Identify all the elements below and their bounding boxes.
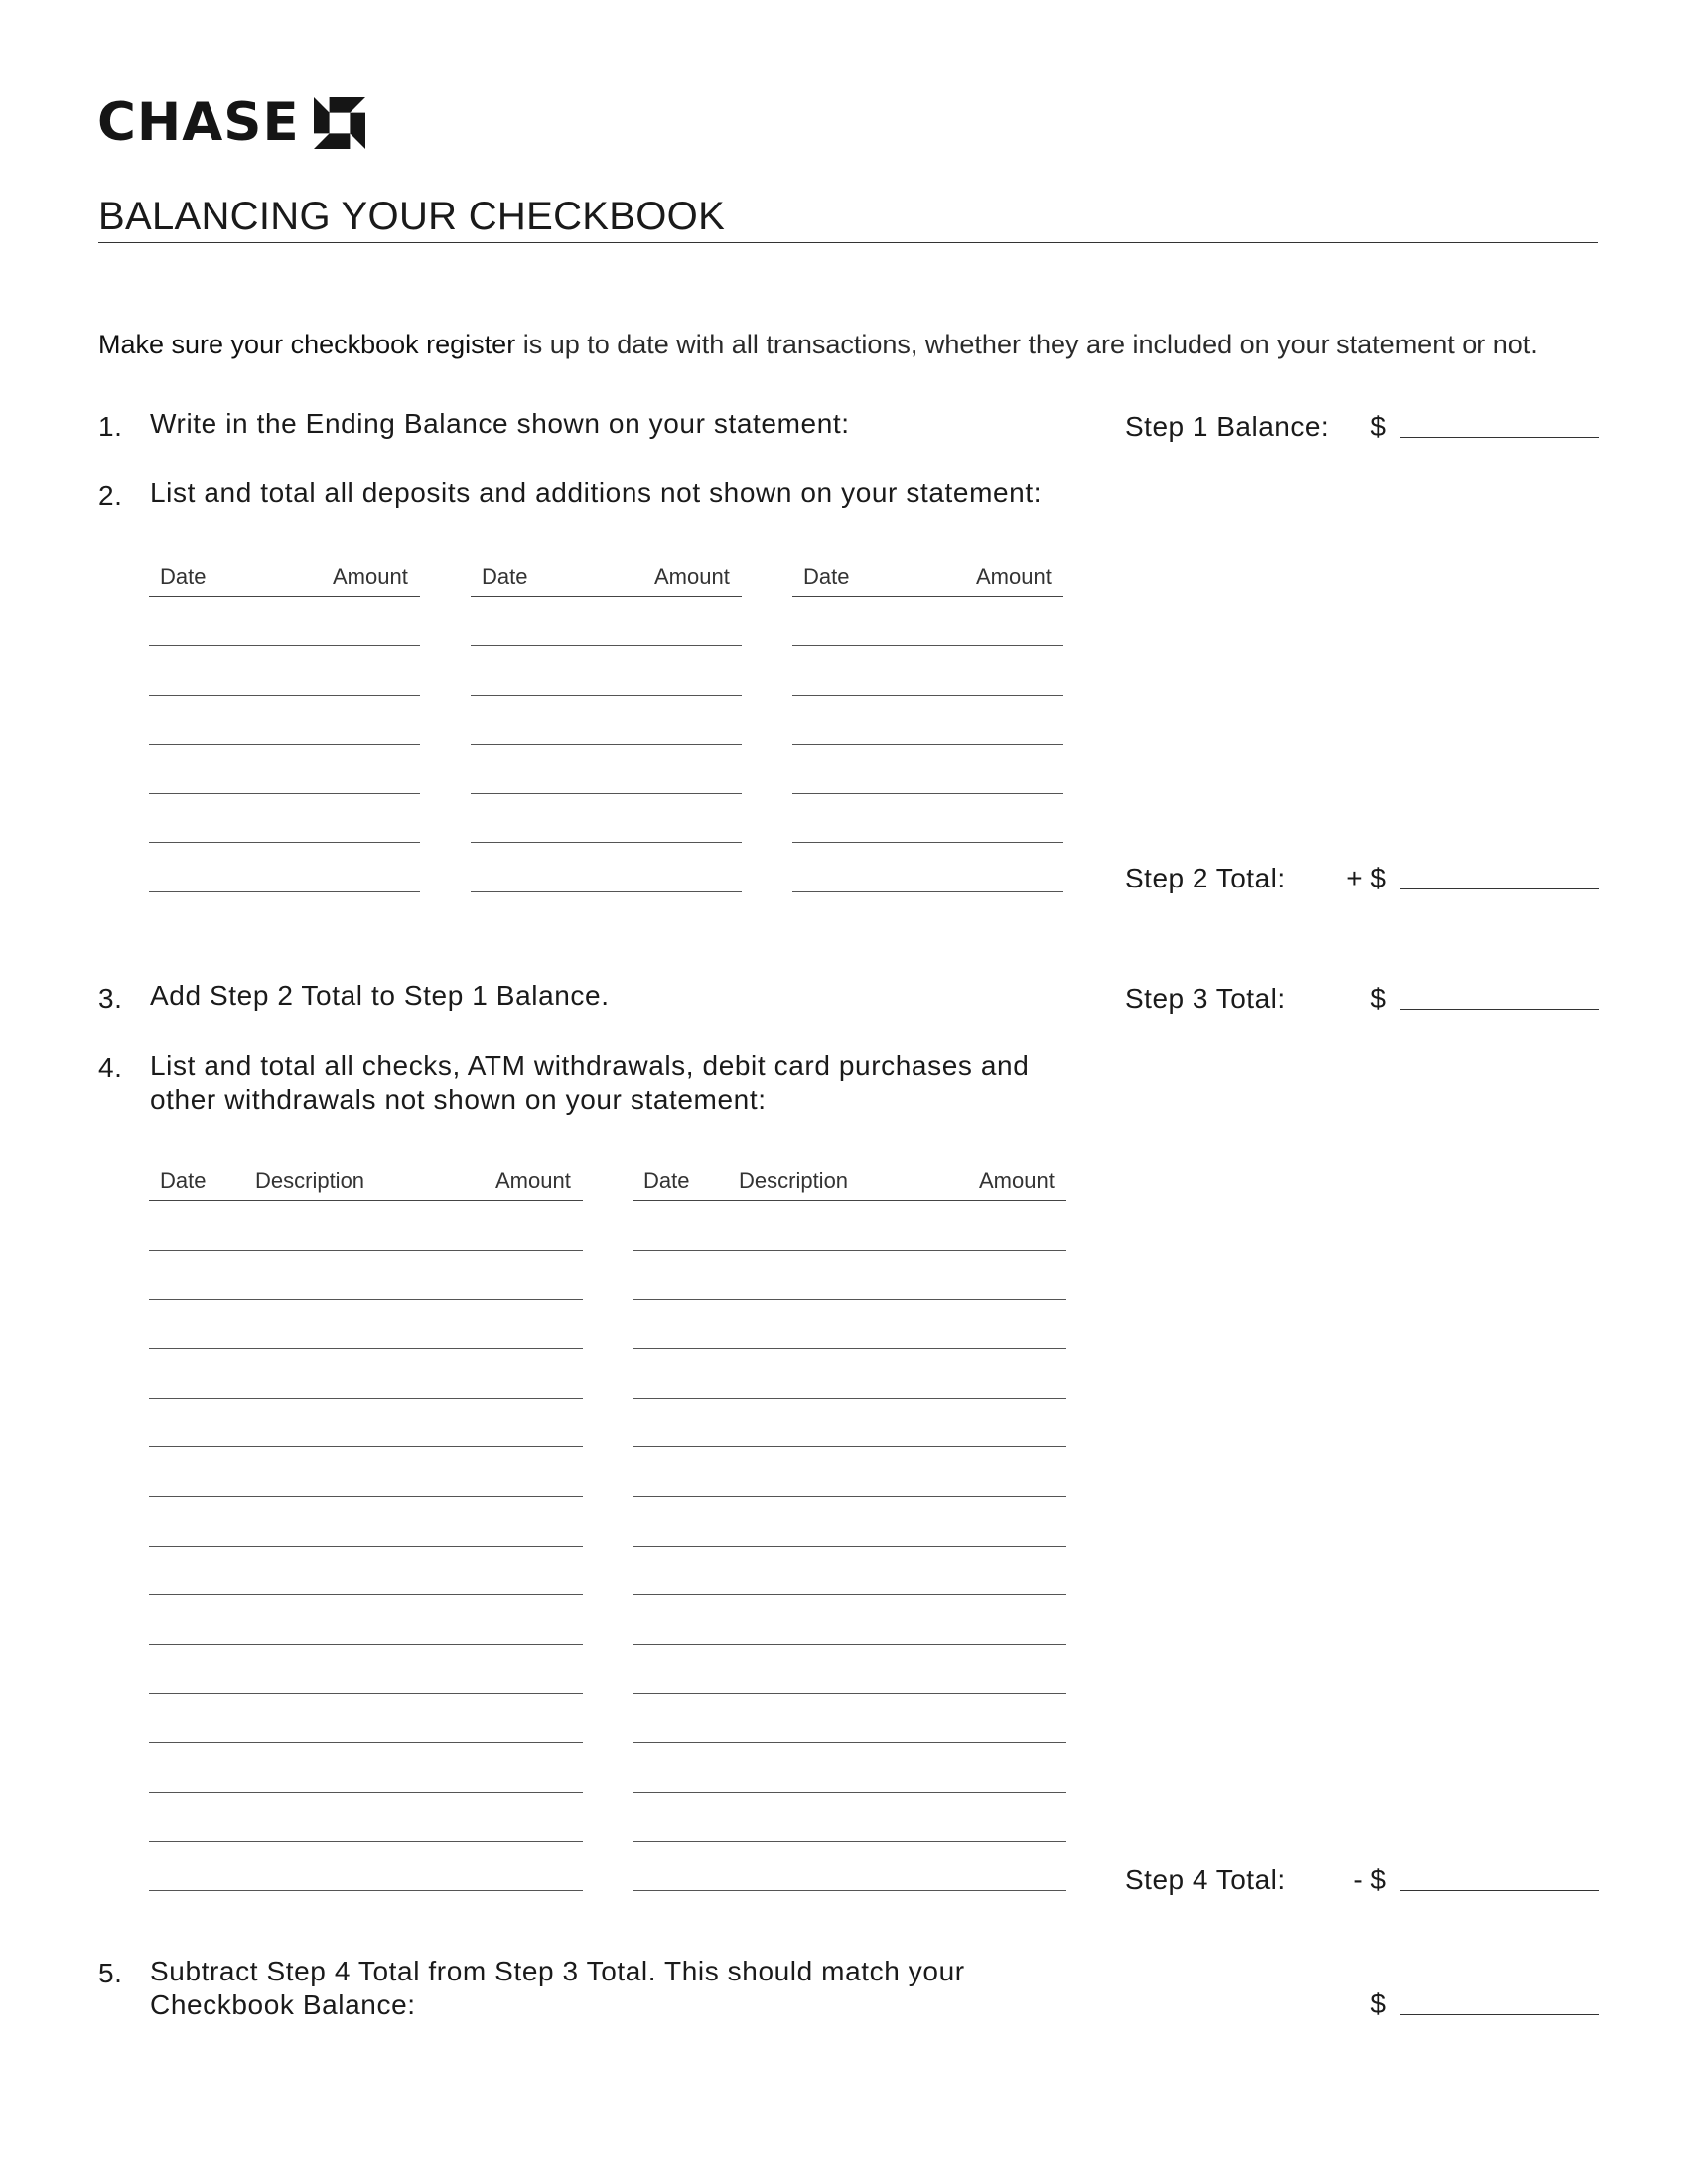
deposit-col-3-header-rule: [792, 596, 1063, 597]
withdrawal-col-1-entry-line[interactable]: [149, 1693, 583, 1694]
intro-rest: is up to date with all transactions, whether they are included on your statement or not.: [515, 330, 1538, 359]
withdrawal-col-2-entry-line[interactable]: [633, 1792, 1066, 1793]
step-3-number: 3.: [98, 983, 123, 1014]
deposit-col-3-entry-line[interactable]: [792, 744, 1063, 745]
step-4-label: Step 4 Total:: [1125, 1864, 1286, 1895]
deposit-col-2-entry-line[interactable]: [471, 842, 742, 843]
withdrawal-col-1-entry-line[interactable]: [149, 1890, 583, 1891]
step-2-answer-field[interactable]: [1400, 888, 1599, 889]
step-4-number: 4.: [98, 1052, 123, 1083]
deposit-col-2-date-header: Date: [482, 564, 528, 589]
deposit-col-3-date-header: Date: [803, 564, 850, 589]
deposit-col-1-entry-line[interactable]: [149, 695, 420, 696]
withdrawal-col-1-entry-line[interactable]: [149, 1546, 583, 1547]
withdrawal-col-1-entry-line[interactable]: [149, 1348, 583, 1349]
withdrawal-col-2-header-rule: [633, 1200, 1066, 1201]
step-4-text-line-2: other withdrawals not shown on your statement:: [150, 1084, 767, 1115]
withdrawal-col-2-entry-line[interactable]: [633, 1594, 1066, 1595]
step-4-answer-field[interactable]: [1400, 1890, 1599, 1891]
withdrawal-col-1-entry-line[interactable]: [149, 1250, 583, 1251]
step-5-text-line-2: Checkbook Balance:: [150, 1989, 416, 2020]
step-3-text: Add Step 2 Total to Step 1 Balance.: [150, 980, 610, 1011]
deposit-col-2-header-rule: [471, 596, 742, 597]
step-1-answer-field[interactable]: [1400, 437, 1599, 438]
step-1-number: 1.: [98, 411, 123, 442]
withdrawal-col-2-date-header: Date: [643, 1168, 690, 1193]
deposit-col-1-entry-line[interactable]: [149, 891, 420, 892]
deposit-col-2-entry-line[interactable]: [471, 645, 742, 646]
deposit-col-1-entry-line[interactable]: [149, 645, 420, 646]
step-5-text-line-1: Subtract Step 4 Total from Step 3 Total. This should match your: [150, 1956, 965, 1986]
step-1-text: Write in the Ending Balance shown on your statement:: [150, 408, 850, 439]
step-2-label: Step 2 Total:: [1125, 863, 1286, 893]
step-2-number: 2.: [98, 480, 123, 511]
withdrawal-col-2-entry-line[interactable]: [633, 1348, 1066, 1349]
withdrawal-col-1-entry-line[interactable]: [149, 1496, 583, 1497]
intro-lead: Make sure your checkbook register: [98, 330, 516, 359]
deposit-col-1-entry-line[interactable]: [149, 793, 420, 794]
step-3-sign: $: [1370, 983, 1386, 1014]
brand-name: CHASE: [97, 92, 300, 153]
intro-text: [98, 330, 1538, 360]
deposit-col-3-entry-line[interactable]: [792, 645, 1063, 646]
withdrawal-col-1-entry-line[interactable]: [149, 1594, 583, 1595]
chase-octagon-logo-icon: [314, 97, 365, 149]
deposit-col-3-entry-line[interactable]: [792, 793, 1063, 794]
withdrawal-col-1-entry-line[interactable]: [149, 1841, 583, 1842]
withdrawal-col-2-entry-line[interactable]: [633, 1446, 1066, 1447]
withdrawal-col-2-entry-line[interactable]: [633, 1841, 1066, 1842]
withdrawal-col-1-entry-line[interactable]: [149, 1299, 583, 1300]
deposit-col-1-header-rule: [149, 596, 420, 597]
page-title: BALANCING YOUR CHECKBOOK: [98, 195, 726, 238]
chase-logo: [97, 92, 365, 153]
deposit-col-2-entry-line[interactable]: [471, 695, 742, 696]
deposit-col-3-entry-line[interactable]: [792, 695, 1063, 696]
withdrawal-col-1-entry-line[interactable]: [149, 1398, 583, 1399]
step-1-sign: $: [1370, 411, 1386, 442]
step-4-sign: - $: [1353, 1864, 1386, 1895]
deposit-col-3-amount-header: Amount: [976, 564, 1052, 589]
step-2-sign: + $: [1346, 863, 1386, 893]
deposit-col-1-entry-line[interactable]: [149, 744, 420, 745]
step-2-text: List and total all deposits and additions not shown on your statement:: [150, 478, 1043, 508]
step-3-answer-field[interactable]: [1400, 1009, 1599, 1010]
withdrawal-col-2-entry-line[interactable]: [633, 1496, 1066, 1497]
withdrawal-col-1-entry-line[interactable]: [149, 1644, 583, 1645]
withdrawal-col-2-description-header: Description: [739, 1168, 849, 1193]
deposit-col-1-amount-header: Amount: [333, 564, 408, 589]
deposit-col-3-entry-line[interactable]: [792, 891, 1063, 892]
withdrawal-col-1-entry-line[interactable]: [149, 1446, 583, 1447]
withdrawal-col-2-entry-line[interactable]: [633, 1890, 1066, 1891]
step-3-label: Step 3 Total:: [1125, 983, 1286, 1014]
withdrawal-col-2-entry-line[interactable]: [633, 1250, 1066, 1251]
withdrawal-col-2-entry-line[interactable]: [633, 1398, 1066, 1399]
withdrawal-col-1-entry-line[interactable]: [149, 1742, 583, 1743]
withdrawal-col-1-description-header: Description: [255, 1168, 365, 1193]
withdrawal-col-1-amount-header: Amount: [495, 1168, 571, 1193]
deposit-col-3-entry-line[interactable]: [792, 842, 1063, 843]
step-5-sign: $: [1370, 1988, 1386, 2019]
deposit-col-1-entry-line[interactable]: [149, 842, 420, 843]
withdrawal-col-2-entry-line[interactable]: [633, 1742, 1066, 1743]
step-1-label: Step 1 Balance:: [1125, 411, 1330, 442]
deposit-col-2-entry-line[interactable]: [471, 891, 742, 892]
withdrawal-col-2-amount-header: Amount: [979, 1168, 1055, 1193]
deposit-col-1-date-header: Date: [160, 564, 207, 589]
withdrawal-col-2-entry-line[interactable]: [633, 1644, 1066, 1645]
deposit-col-2-entry-line[interactable]: [471, 793, 742, 794]
withdrawal-col-2-entry-line[interactable]: [633, 1546, 1066, 1547]
withdrawal-col-2-entry-line[interactable]: [633, 1693, 1066, 1694]
withdrawal-col-1-date-header: Date: [160, 1168, 207, 1193]
step-5-number: 5.: [98, 1958, 123, 1988]
step-5-answer-field[interactable]: [1400, 2014, 1599, 2015]
deposit-col-2-amount-header: Amount: [654, 564, 730, 589]
withdrawal-col-2-entry-line[interactable]: [633, 1299, 1066, 1300]
deposit-col-2-entry-line[interactable]: [471, 744, 742, 745]
withdrawal-col-1-header-rule: [149, 1200, 583, 1201]
title-rule: [98, 242, 1598, 243]
step-4-text-line-1: List and total all checks, ATM withdrawals, debit card purchases and: [150, 1050, 1030, 1081]
withdrawal-col-1-entry-line[interactable]: [149, 1792, 583, 1793]
